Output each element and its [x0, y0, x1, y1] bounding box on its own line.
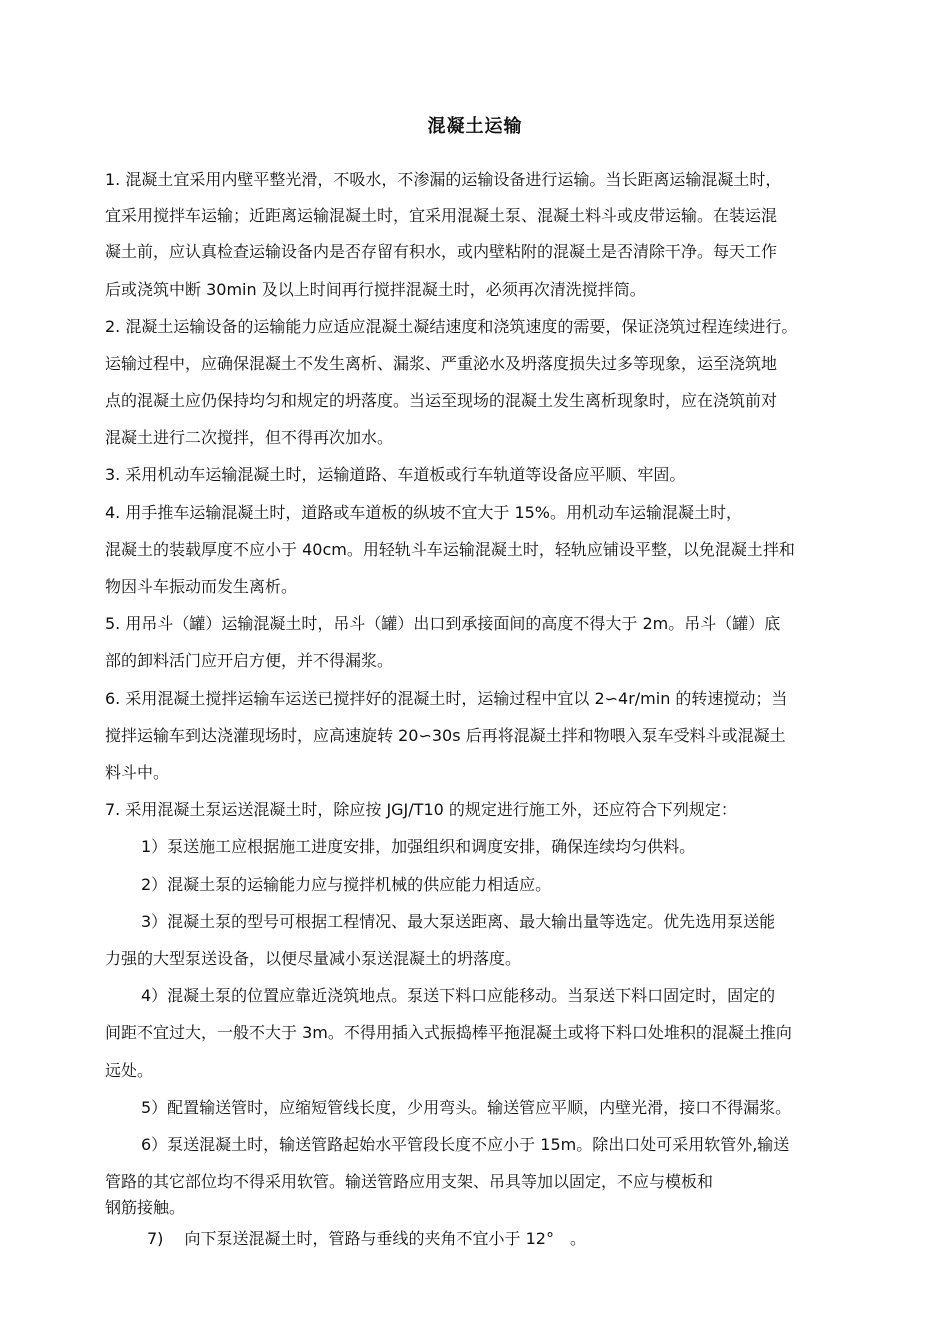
text-line: 3. 采用机动车运输混凝土时，运输道路、车道板或行车轨道等设备应平顺、牢固。 — [105, 465, 686, 484]
text-line: 6. 采用混凝土搅拌运输车运送已搅拌好的混凝土时，运输过程中宜以 2∽4r/min 的转速搅动；当 — [105, 689, 788, 708]
text-line: 7. 采用混凝土泵运送混凝土时，除应按 JGJ/T10 的规定进行施工外，还应符合下列规定： — [105, 800, 737, 819]
text-line: 后或浇筑中断 30min 及以上时间再行搅拌混凝土时，必须再次清洗搅拌筒。 — [105, 280, 646, 299]
page-title: 混凝土运输 — [427, 116, 523, 137]
text-line: 混凝土的装载厚度不应小于 40cm。用轻轨斗车运输混凝土时，轻轨应铺设平整，以免混凝土拌和 — [105, 540, 795, 559]
text-line: 2. 混凝土运输设备的运输能力应适应混凝土凝结速度和浇筑速度的需要，保证浇筑过程连续进行。 — [105, 317, 798, 336]
text-line: 5）配置输送管时，应缩短管线长度，少用弯头。输送管应平顺，内壁光滑，接口不得漏浆。 — [141, 1098, 792, 1117]
text-line: 1. 混凝土宜采用内壁平整光滑，不吸水，不渗漏的运输设备进行运输。当长距离运输混凝土时， — [105, 170, 782, 189]
text-line: 3）混凝土泵的型号可根据工程情况、最大泵送距离、最大输出量等选定。优先选用泵送能 — [141, 912, 776, 931]
text-line: 力强的大型泵送设备，以便尽量减小泵送混凝土的坍落度。 — [105, 949, 522, 968]
text-line: 物因斗车振动而发生离析。 — [105, 577, 298, 596]
text-line: 7) 向下泵送混凝土时，管路与垂线的夹角不宜小于 12° 。 — [147, 1229, 586, 1248]
text-line: 间距不宜过大，一般不大于 3m。不得用插入式振捣棒平拖混凝土或将下料口处堆积的混凝土推向 — [105, 1023, 792, 1042]
text-line: 钢筋接触。 — [105, 1198, 186, 1217]
text-line: 4）混凝土泵的位置应靠近浇筑地点。泵送下料口应能移动。当泵送下料口固定时，固定的 — [141, 986, 776, 1005]
text-line: 料斗中。 — [105, 763, 170, 782]
text-line: 混凝土进行二次搅拌，但不得再次加水。 — [105, 428, 394, 447]
text-line: 5. 用吊斗（罐）运输混凝土时，吊斗（罐）出口到承接面间的高度不得大于 2m。吊斗（罐）底 — [105, 614, 781, 633]
text-line: 凝土前，应认真检查运输设备内是否存留有积水，或内壁粘附的混凝土是否清除干净。每天工作 — [105, 242, 778, 261]
text-line: 远处。 — [105, 1061, 154, 1080]
text-line: 宜采用搅拌车运输；近距离运输混凝土时，宜采用混凝土泵、混凝土料斗或皮带运输。在装运混 — [105, 206, 778, 225]
text-line: 点的混凝土应仍保持均匀和规定的坍落度。当运至现场的混凝土发生离析现象时，应在浇筑前对 — [105, 391, 778, 410]
text-line: 运输过程中，应确保混凝土不发生离析、漏浆、严重泌水及坍落度损失过多等现象，运至浇筑地 — [105, 354, 778, 373]
text-line: 1）泵送施工应根据施工进度安排，加强组织和调度安排，确保连续均匀供料。 — [141, 837, 696, 856]
text-line: 6）泵送混凝土时，输送管路起始水平管段长度不应小于 15m。除出口处可采用软管外,输送 — [141, 1135, 790, 1154]
text-line: 部的卸料活门应开启方便，并不得漏浆。 — [105, 651, 394, 670]
text-line: 4. 用手推车运输混凝土时，道路或车道板的纵坡不宜大于 15%。用机动车运输混凝土时， — [105, 503, 743, 522]
text-line: 搅拌运输车到达浇灌现场时，应高速旋转 20∽30s 后再将混凝土拌和物喂入泵车受料斗或混凝土 — [105, 726, 786, 745]
text-line: 管路的其它部位均不得采用软管。输送管路应用支架、吊具等加以固定，不应与模板和 — [105, 1172, 714, 1191]
text-line: 2）混凝土泵的运输能力应与搅拌机械的供应能力相适应。 — [141, 875, 552, 894]
